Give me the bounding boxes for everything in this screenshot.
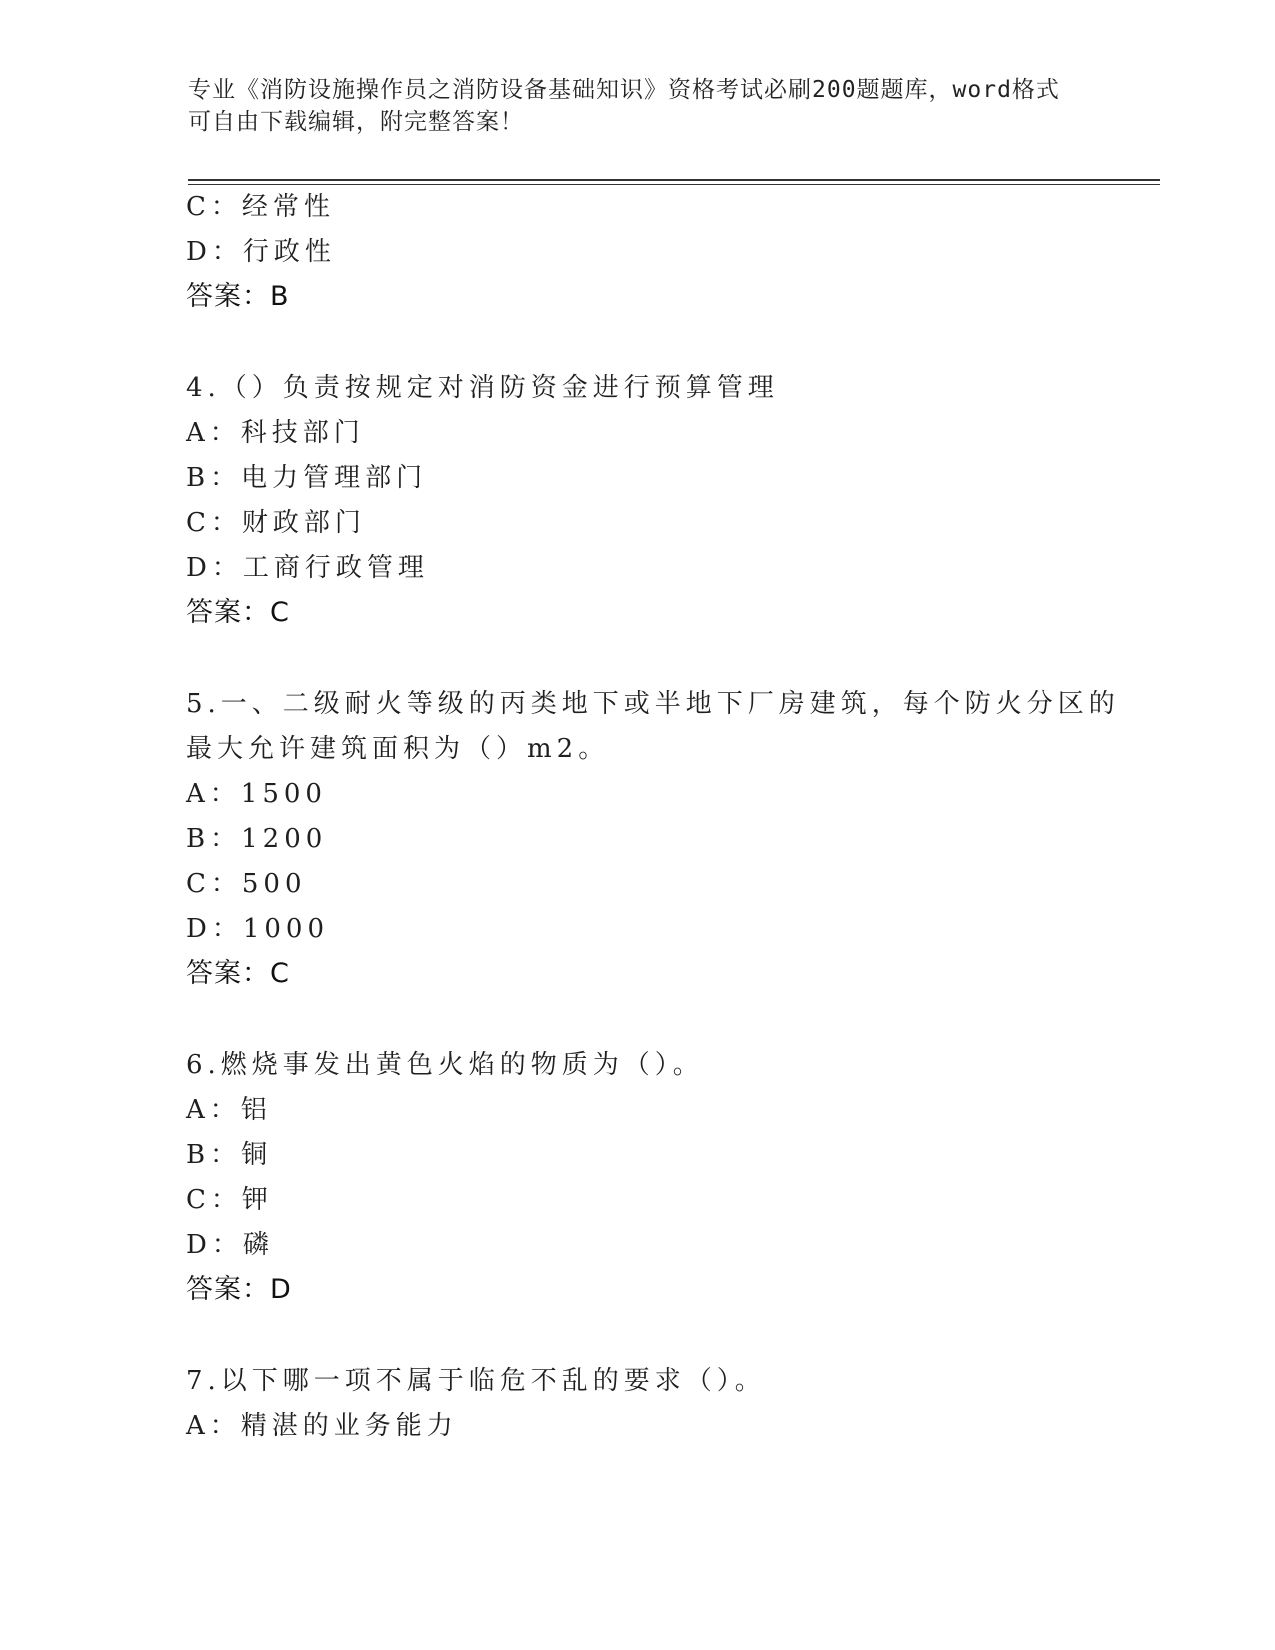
q5-option-d: D：1000 <box>186 914 330 944</box>
q7-option-a: A：精湛的业务能力 <box>186 1411 458 1441</box>
q5-question-line2: 最大允许建筑面积为（）m2。 <box>186 734 610 764</box>
q6-answer: 答案：D <box>186 1274 292 1305</box>
q5-option-a: A：1500 <box>186 779 327 809</box>
q6-option-a: A：铝 <box>186 1095 272 1125</box>
q3-option-d: D：行政性 <box>186 237 336 267</box>
q4-question: 4.（）负责按规定对消防资金进行预算管理 <box>186 373 779 403</box>
q4-option-c: C：财政部门 <box>186 508 366 538</box>
q4-option-a: A：科技部门 <box>186 418 365 448</box>
q6-option-b: B：铜 <box>186 1140 273 1170</box>
q6-option-d: D：磷 <box>186 1230 274 1260</box>
q5-question-line1: 5.一、二级耐火等级的丙类地下或半地下厂房建筑，每个防火分区的 <box>186 689 1120 719</box>
q4-option-b: B：电力管理部门 <box>186 463 428 493</box>
q3-option-c: C：经常性 <box>186 192 335 222</box>
q4-answer: 答案：C <box>186 597 290 628</box>
q5-option-c: C：500 <box>186 869 307 899</box>
q6-option-c: C：钾 <box>186 1185 273 1215</box>
q4-option-d: D：工商行政管理 <box>186 553 429 583</box>
q5-answer: 答案：C <box>186 958 290 989</box>
header-divider-thick <box>188 179 1160 181</box>
document-header: 专业《消防设施操作员之消防设备基础知识》资格考试必刷200题题库，word格式可自由下载编辑，附完整答案！ <box>188 77 1060 135</box>
header-divider-thin <box>188 184 1160 185</box>
q5-option-b: B：1200 <box>186 824 328 854</box>
q7-question: 7.以下哪一项不属于临危不乱的要求（）。 <box>186 1366 766 1396</box>
q3-answer: 答案：B <box>186 281 290 312</box>
q6-question: 6.燃烧事发出黄色火焰的物质为（）。 <box>186 1050 704 1080</box>
